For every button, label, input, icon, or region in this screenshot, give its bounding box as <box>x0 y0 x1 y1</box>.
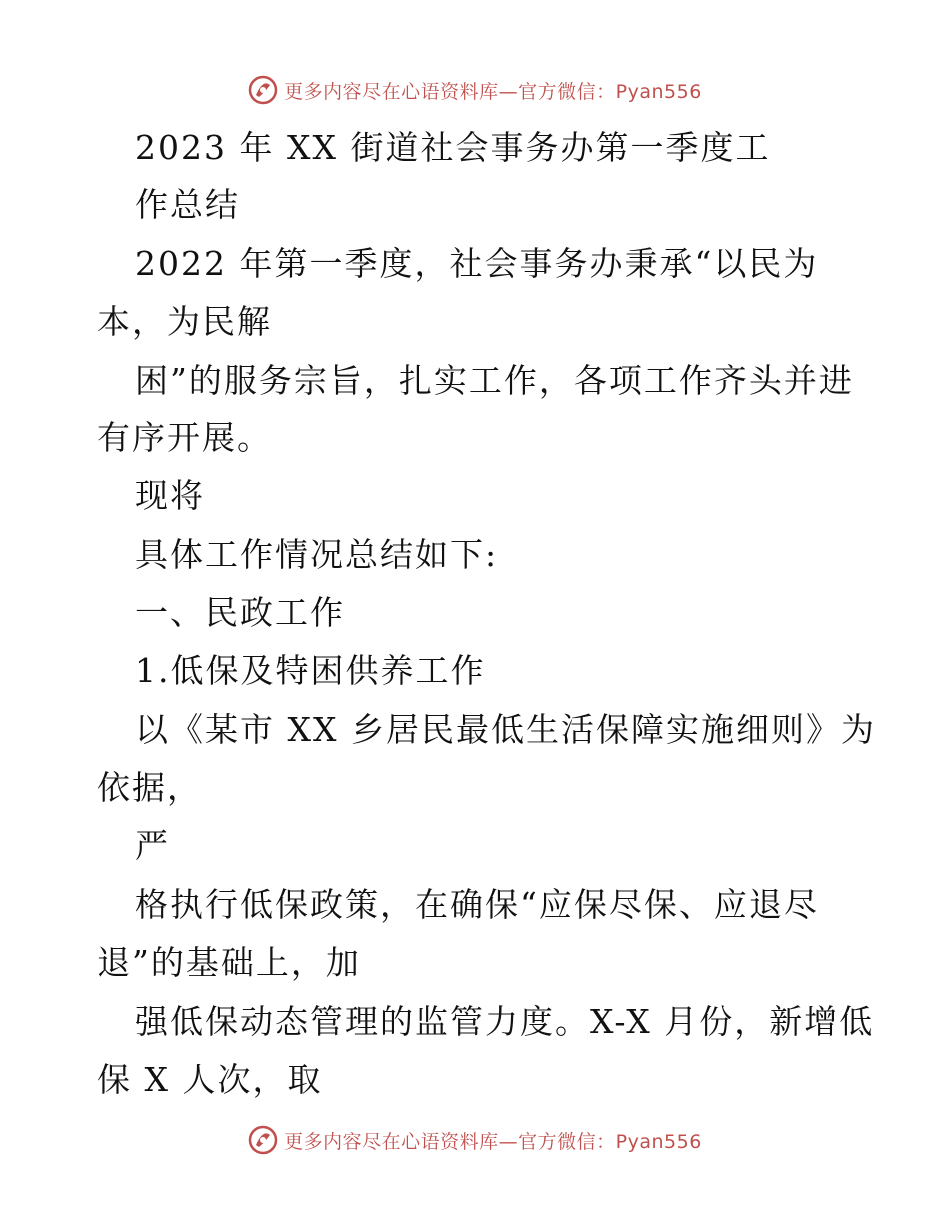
paragraph-line: 保 X 人次，取 <box>97 1060 323 1099</box>
document-title-line-1: 2023 年 XX 街道社会事务办第一季度工 <box>135 128 771 167</box>
paragraph-line: 具体工作情况总结如下: <box>135 535 499 574</box>
paragraph-line: 以《某市 XX 乡居民最低生活保障实施细则》为 <box>135 710 876 749</box>
document-title-line-2: 作总结 <box>135 185 240 224</box>
watermark-text: 更多内容尽在心语资料库—官方微信：Pyan556 <box>284 80 702 103</box>
subsection-heading: 1.低保及特困供养工作 <box>135 651 486 690</box>
paragraph-line: 有序开展。 <box>97 418 272 457</box>
seal-logo-icon <box>248 1125 278 1155</box>
paragraph-line: 现将 <box>135 476 205 515</box>
header-watermark <box>0 70 950 110</box>
seal-logo-icon <box>248 75 278 105</box>
paragraph-line: 依据， <box>97 768 202 807</box>
paragraph-line: 强低保动态管理的监管力度。X-X 月份，新增低 <box>135 1002 875 1041</box>
watermark-text: 更多内容尽在心语资料库—官方微信：Pyan556 <box>284 1130 702 1153</box>
paragraph-line: 格执行低保政策，在确保“应保尽保、应退尽 <box>135 885 819 924</box>
paragraph-line: 2022 年第一季度，社会事务办秉承“以民为 <box>135 244 819 283</box>
paragraph-line: 困”的服务宗旨，扎实工作，各项工作齐头并进 <box>135 361 854 400</box>
paragraph-line: 本，为民解 <box>97 302 272 341</box>
section-heading: 一、民政工作 <box>135 593 345 632</box>
paragraph-line: 严 <box>135 826 170 865</box>
footer-watermark <box>0 1120 950 1160</box>
paragraph-line: 退”的基础上，加 <box>97 943 361 982</box>
